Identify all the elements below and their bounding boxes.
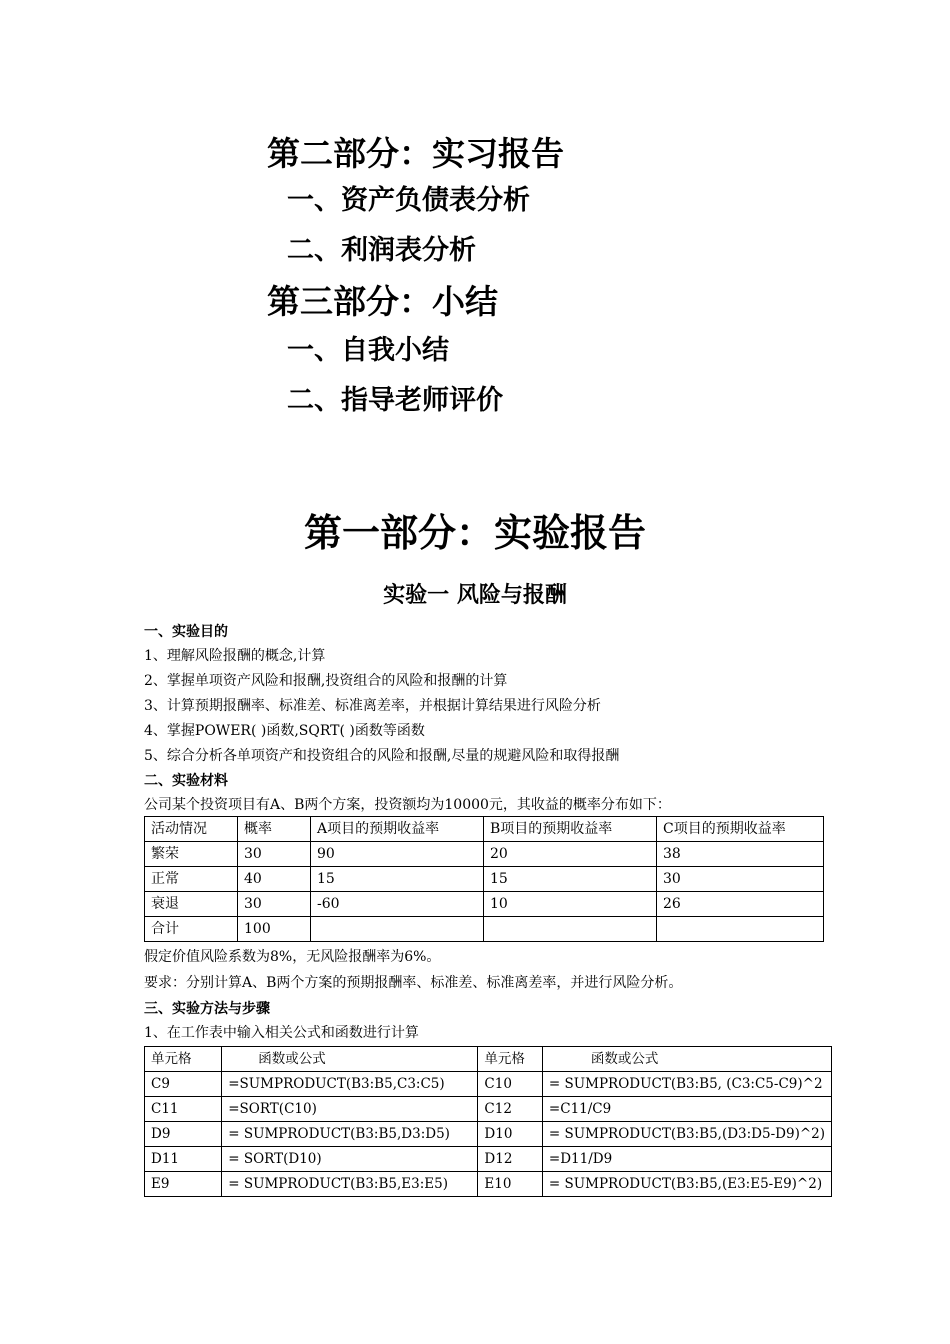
table-cell: 100	[238, 917, 311, 942]
table-cell	[657, 917, 824, 942]
table-cell: 30	[238, 842, 311, 867]
materials-heading: 二、实验材料	[144, 773, 228, 789]
table-cell: 正常	[145, 867, 238, 892]
table-header-cell: 活动情况	[145, 817, 238, 842]
table-cell: D12	[478, 1147, 543, 1172]
formula-table	[144, 1046, 832, 1197]
table-cell: 10	[484, 892, 657, 917]
toc-item: 二、利润表分析	[287, 235, 476, 266]
table-cell: C9	[145, 1072, 222, 1097]
experiment-title: 实验一 风险与报酬	[383, 583, 567, 608]
purpose-item: 4、掌握POWER( )函数,SQRT( )函数等函数	[144, 723, 425, 739]
table-cell: 90	[311, 842, 484, 867]
table-row	[145, 1122, 832, 1147]
table-cell: = SORT(D10)	[222, 1147, 478, 1172]
table-cell: E9	[145, 1172, 222, 1197]
table-cell: C10	[478, 1072, 543, 1097]
table-header-cell: 单元格	[478, 1047, 543, 1072]
table-cell: = SUMPRODUCT(B3:B5,D3:D5)	[222, 1122, 478, 1147]
table-header-cell: B项目的预期收益率	[484, 817, 657, 842]
table-cell: = SUMPRODUCT(B3:B5,(E3:E5-E9)^2)	[542, 1172, 831, 1197]
purpose-item: 5、综合分析各单项资产和投资组合的风险和报酬,尽量的规避风险和取得报酬	[144, 748, 620, 764]
table-row	[145, 1172, 832, 1197]
table-cell: C12	[478, 1097, 543, 1122]
table-cell: = SUMPRODUCT(B3:B5, (C3:C5-C9)^2	[542, 1072, 831, 1097]
toc-part2-title: 第二部分：实习报告	[267, 134, 564, 173]
toc-item: 一、资产负债表分析	[287, 185, 530, 216]
table-cell: -60	[311, 892, 484, 917]
toc-item: 二、指导老师评价	[287, 385, 503, 416]
table-row	[145, 867, 824, 892]
requirement-text: 要求：分别计算A、B两个方案的预期报酬率、标准差、标准离差率，并进行风险分析。	[144, 975, 683, 991]
table-cell	[484, 917, 657, 942]
table-cell: 38	[657, 842, 824, 867]
table-row	[145, 842, 824, 867]
table-header-cell: A项目的预期收益率	[311, 817, 484, 842]
toc-part3-title: 第三部分：小结	[267, 282, 498, 321]
table-header-cell: 概率	[238, 817, 311, 842]
materials-intro: 公司某个投资项目有A、B两个方案，投资额均为10000元，其收益的概率分布如下：	[144, 797, 671, 813]
table-row	[145, 1097, 832, 1122]
table-cell: =C11/C9	[542, 1097, 831, 1122]
table-cell: 15	[311, 867, 484, 892]
table-header-cell: 单元格	[145, 1047, 222, 1072]
table-cell: 20	[484, 842, 657, 867]
table-cell: D10	[478, 1122, 543, 1147]
probability-table	[144, 816, 824, 942]
table-cell: C11	[145, 1097, 222, 1122]
table-cell: = SUMPRODUCT(B3:B5,(D3:D5-D9)^2)	[542, 1122, 831, 1147]
table-cell: 40	[238, 867, 311, 892]
method-heading: 三、实验方法与步骤	[144, 1001, 270, 1017]
purpose-item: 3、计算预期报酬率、标准差、标准离差率，并根据计算结果进行风险分析	[144, 698, 601, 714]
method-step: 1、在工作表中输入相关公式和函数进行计算	[144, 1025, 419, 1041]
table-cell: D11	[145, 1147, 222, 1172]
table-header-cell: 函数或公式	[222, 1047, 478, 1072]
table-cell	[311, 917, 484, 942]
table-cell: 30	[657, 867, 824, 892]
table-cell: =D11/D9	[542, 1147, 831, 1172]
table-row	[145, 1072, 832, 1097]
table-header-cell: C项目的预期收益率	[657, 817, 824, 842]
table-row	[145, 892, 824, 917]
report-title: 第一部分：实验报告	[303, 511, 646, 555]
table-cell: 合计	[145, 917, 238, 942]
table-cell: 26	[657, 892, 824, 917]
table-row	[145, 1147, 832, 1172]
table-cell: 15	[484, 867, 657, 892]
table-cell: 繁荣	[145, 842, 238, 867]
table-cell: 衰退	[145, 892, 238, 917]
purpose-heading: 一、实验目的	[144, 624, 228, 640]
table-row	[145, 917, 824, 942]
table-cell: =SUMPRODUCT(B3:B5,C3:C5)	[222, 1072, 478, 1097]
purpose-item: 2、掌握单项资产风险和报酬,投资组合的风险和报酬的计算	[144, 673, 508, 689]
toc-item: 一、自我小结	[287, 335, 449, 366]
purpose-item: 1、理解风险报酬的概念,计算	[144, 648, 326, 664]
table-cell: D9	[145, 1122, 222, 1147]
table-cell: E10	[478, 1172, 543, 1197]
table-cell: =SORT(C10)	[222, 1097, 478, 1122]
table-cell: = SUMPRODUCT(B3:B5,E3:E5)	[222, 1172, 478, 1197]
table-cell: 30	[238, 892, 311, 917]
table-header-row	[145, 817, 824, 842]
table-header-row	[145, 1047, 832, 1072]
table-header-cell: 函数或公式	[542, 1047, 831, 1072]
assumption-text: 假定价值风险系数为8%，无风险报酬率为6%。	[144, 949, 441, 965]
